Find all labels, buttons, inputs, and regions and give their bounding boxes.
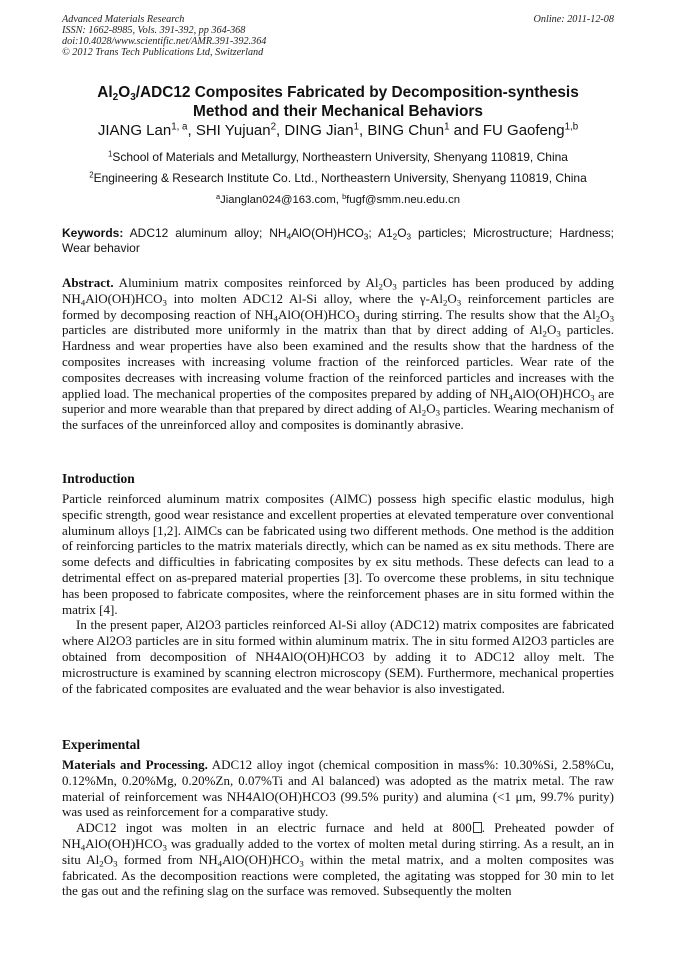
experimental-text: ADC12 alloy ingot (chemical composition in mass%: 10.30%Si, 2.58%Cu, 0.12%Mn, 0.20%Mg, 0.20%Zn, 0.07%Ti and Al balanced) was adopted as the matrix metal. The raw material of reinforcement was NH4AlO(OH)HCO3 (99.5% purity) and alumina (<1 μm, 99.7% purity) was used as reinforcement for a comparative study. xyxy=(62,757,614,820)
experimental-text: O xyxy=(103,851,114,867)
author-name: JIANG Lan xyxy=(97,122,172,139)
abstract-text: reinforcement particles are formed by decomposing reaction of NH xyxy=(62,290,615,322)
author-affil-mark: 1 xyxy=(353,121,360,133)
abstract-sub: 4 xyxy=(273,313,278,324)
experimental-sub: 2 xyxy=(99,858,104,869)
author-affil-mark: 2 xyxy=(270,121,277,133)
abstract-text: O xyxy=(546,322,557,338)
author-separator: , xyxy=(276,122,285,139)
author-affil-mark: 1,b xyxy=(564,121,579,133)
issn-line: ISSN: 1662-8985, Vols. 391-392, pp 364-368 xyxy=(62,25,246,36)
author-name: BING Chun xyxy=(367,122,445,139)
abstract-sub: 3 xyxy=(355,313,360,324)
abstract-sub: 3 xyxy=(435,407,440,418)
abstract-sub: 2 xyxy=(542,328,547,339)
author-separator: , xyxy=(359,122,368,139)
affiliation-2 xyxy=(62,171,614,186)
title-line-2: Method and their Mechanical Behaviors xyxy=(193,103,483,120)
experimental-text: AlO(OH)HCO xyxy=(85,835,163,851)
abstract-sub: 3 xyxy=(556,328,561,339)
online-date-text: Online: 2011-12-08 xyxy=(533,14,614,25)
experimental-sub: 3 xyxy=(299,858,304,869)
experimental-sub: 4 xyxy=(217,858,223,869)
abstract-sub: 3 xyxy=(456,297,462,308)
keywords-label: Keywords: xyxy=(62,226,124,240)
experimental-text: AlO(OH)HCO xyxy=(222,851,300,867)
experimental-text: . Preheated powder of NH xyxy=(62,820,614,851)
abstract-sub: 3 xyxy=(392,281,397,292)
abstract-sub: 2 xyxy=(595,313,601,324)
keywords-text: particles; Microstructure; Hardness; Wear behavior xyxy=(62,226,614,255)
keywords xyxy=(62,226,614,255)
author-list xyxy=(62,121,614,141)
affiliation-text: School of Materials and Metallurgy, Northeastern University, Shenyang 110819, China xyxy=(112,150,568,164)
abstract-text: particles. Hardness and wear properties have also been examined and the results show that the hardness of the composites increases with increasing volume fraction of the reinforced particles. Wear rate of the composites decreases with increasing volume fraction of the reinforced particles and increases with the applied load. The mechanical properties of the composites prepared by adding of NH xyxy=(62,322,614,401)
email-mark: a xyxy=(216,191,221,201)
author-separator: , xyxy=(187,122,196,139)
abstract-sub: 4 xyxy=(508,392,513,403)
author-affil-mark: 1, a xyxy=(171,121,188,133)
introduction-heading: Introduction xyxy=(62,471,135,486)
keywords-sub: 2 xyxy=(392,232,398,242)
experimental-sub: 3 xyxy=(162,842,167,853)
abstract-text: AlO(OH)HCO xyxy=(512,385,591,401)
doi-line: doi:10.4028/www.scientific.net/AMR.391-392.364 xyxy=(62,36,267,47)
abstract xyxy=(62,275,614,433)
introduction-paragraph-2: In the present paper, Al2O3 particles reinforced Al-Si alloy (ADC12) matrix composites are fabricated where Al2O3 particles are in situ formed within aluminum matrix. The in situ formed Al2O3 particles are obtained from decomposition of NH4AlO(OH)HCO3 by adding it to ADC12 alloy melt. The microstructure is examined by scanning electron microscopy (SEM). Furthermore, mechanical properties of the fabricated composites are evaluated and the wear behavior is also investigated. xyxy=(62,617,614,696)
abstract-text: O xyxy=(447,290,457,306)
affiliation-1 xyxy=(62,150,614,165)
abstract-text: during stirring. The results show that the Al xyxy=(359,306,596,322)
affiliation-mark: 2 xyxy=(89,170,94,180)
experimental-paragraph-2 xyxy=(62,820,614,899)
affiliation-text: Engineering & Research Institute Co. Ltd., Northeastern University, Shenyang 110819, China xyxy=(93,171,587,185)
introduction-paragraph-1: Particle reinforced aluminum matrix composites (AlMC) possess high specific elastic modulus, high specific strength, good wear resistance and excellent properties at elevated temperature over conventional aluminum alloys [1,2]. AlMCs can be fabricated using two different methods. One method is the addition of reinforcing particles to the matrix materials directly, which can be named as ex situ methods. There are some defects and difficulties in fabricating composites by ex situ methods. These defects can lead to a detrimental effect on as-prepared material properties [3]. To overcome these problems, in situ technique has been proposed to fabricate composites, where the reinforcement phases are in situ formed within the matrix [4]. xyxy=(62,491,614,617)
abstract-sub: 2 xyxy=(378,281,383,292)
experimental-text: formed from NH xyxy=(117,851,218,867)
abstract-sub: 3 xyxy=(590,392,595,403)
experimental-text: ADC12 ingot was molten in an electric furnace and held at 800 xyxy=(76,820,472,836)
experimental-text: was gradually added to the vortex of molten metal during stirring. As a result, an in situ Al xyxy=(62,835,614,867)
missing-glyph-icon xyxy=(473,822,482,833)
abstract-text: AlO(OH)HCO xyxy=(85,290,163,306)
keywords-sub: 3 xyxy=(363,232,369,242)
journal-header xyxy=(62,14,266,58)
author-name: SHI Yujuan xyxy=(195,122,271,139)
experimental-heading: Experimental xyxy=(62,737,141,752)
title-text: /ADC12 Composites Fabricated by Decomposition-synthesis xyxy=(135,84,579,101)
paper-title xyxy=(62,83,614,121)
author-affil-mark: 1 xyxy=(444,121,450,133)
copyright-line: © 2012 Trans Tech Publications Ltd, Switzerland xyxy=(62,47,264,58)
experimental-body xyxy=(62,757,614,899)
keywords-text: ADC12 aluminum alloy; NH xyxy=(123,226,287,240)
abstract-label: Abstract. xyxy=(62,275,114,290)
title-text: Al xyxy=(97,84,113,101)
email-address[interactable]: fugf@smm.neu.edu.cn xyxy=(346,194,460,206)
keywords-text: ; A1 xyxy=(368,226,393,240)
title-sub: 2 xyxy=(112,92,119,103)
author-separator: and xyxy=(449,122,483,139)
keywords-text: O xyxy=(397,226,407,240)
abstract-sub: 3 xyxy=(162,297,167,308)
keywords-text: AlO(OH)HCO xyxy=(291,226,364,240)
title-sub: 3 xyxy=(130,92,136,103)
experimental-sub: 3 xyxy=(113,858,118,869)
email-mark: b xyxy=(342,191,347,201)
keywords-sub: 4 xyxy=(286,232,292,242)
online-date xyxy=(534,14,614,25)
abstract-text: into molten ADC12 Al-Si alloy, where the γ-Al xyxy=(166,290,443,306)
email-address[interactable]: Jianglan024@163.com, xyxy=(220,194,343,206)
author-name: FU Gaofeng xyxy=(482,122,565,139)
email-line xyxy=(62,193,614,208)
abstract-text: are superior and more wearable than that prepared by direct adding of Al xyxy=(62,385,614,417)
abstract-text: Aluminium matrix composites reinforced by Al xyxy=(113,275,379,290)
author-name: DING Jian xyxy=(284,122,354,139)
abstract-sub: 2 xyxy=(421,407,427,418)
experimental-sub: 4 xyxy=(80,842,86,853)
abstract-sub: 4 xyxy=(80,297,86,308)
experimental-paragraph-1 xyxy=(62,757,614,820)
journal-name: Advanced Materials Research xyxy=(62,14,185,25)
keywords-sub: 3 xyxy=(406,232,412,242)
title-line-1 xyxy=(62,83,614,102)
abstract-text: particles has been produced by adding NH xyxy=(62,275,614,306)
introduction-body xyxy=(62,491,614,696)
abstract-text: particles. Wearing mechanism of the surfaces of the unreinforced alloy and composites is dominantly abrasive. xyxy=(62,401,615,433)
abstract-sub: 2 xyxy=(442,297,448,308)
subsection-label: Materials and Processing. xyxy=(62,757,208,772)
abstract-text: O xyxy=(382,275,393,290)
abstract-sub: 3 xyxy=(609,313,614,324)
abstract-text: AlO(OH)HCO xyxy=(277,306,356,322)
affiliation-mark: 1 xyxy=(108,149,113,159)
title-text: O xyxy=(118,84,131,101)
abstract-text: O xyxy=(600,306,610,322)
abstract-text: particles are distributed more uniformly in the matrix than that by direct adding of Al xyxy=(62,322,543,338)
abstract-text: O xyxy=(426,401,436,417)
experimental-text: within the metal matrix, and a molten composites was fabricated. As the decomposition reactions were completed, the agitating was stopped for 30 min to let the gas out and the refining slag on the surface was removed. Subsequently the molten xyxy=(62,851,614,899)
